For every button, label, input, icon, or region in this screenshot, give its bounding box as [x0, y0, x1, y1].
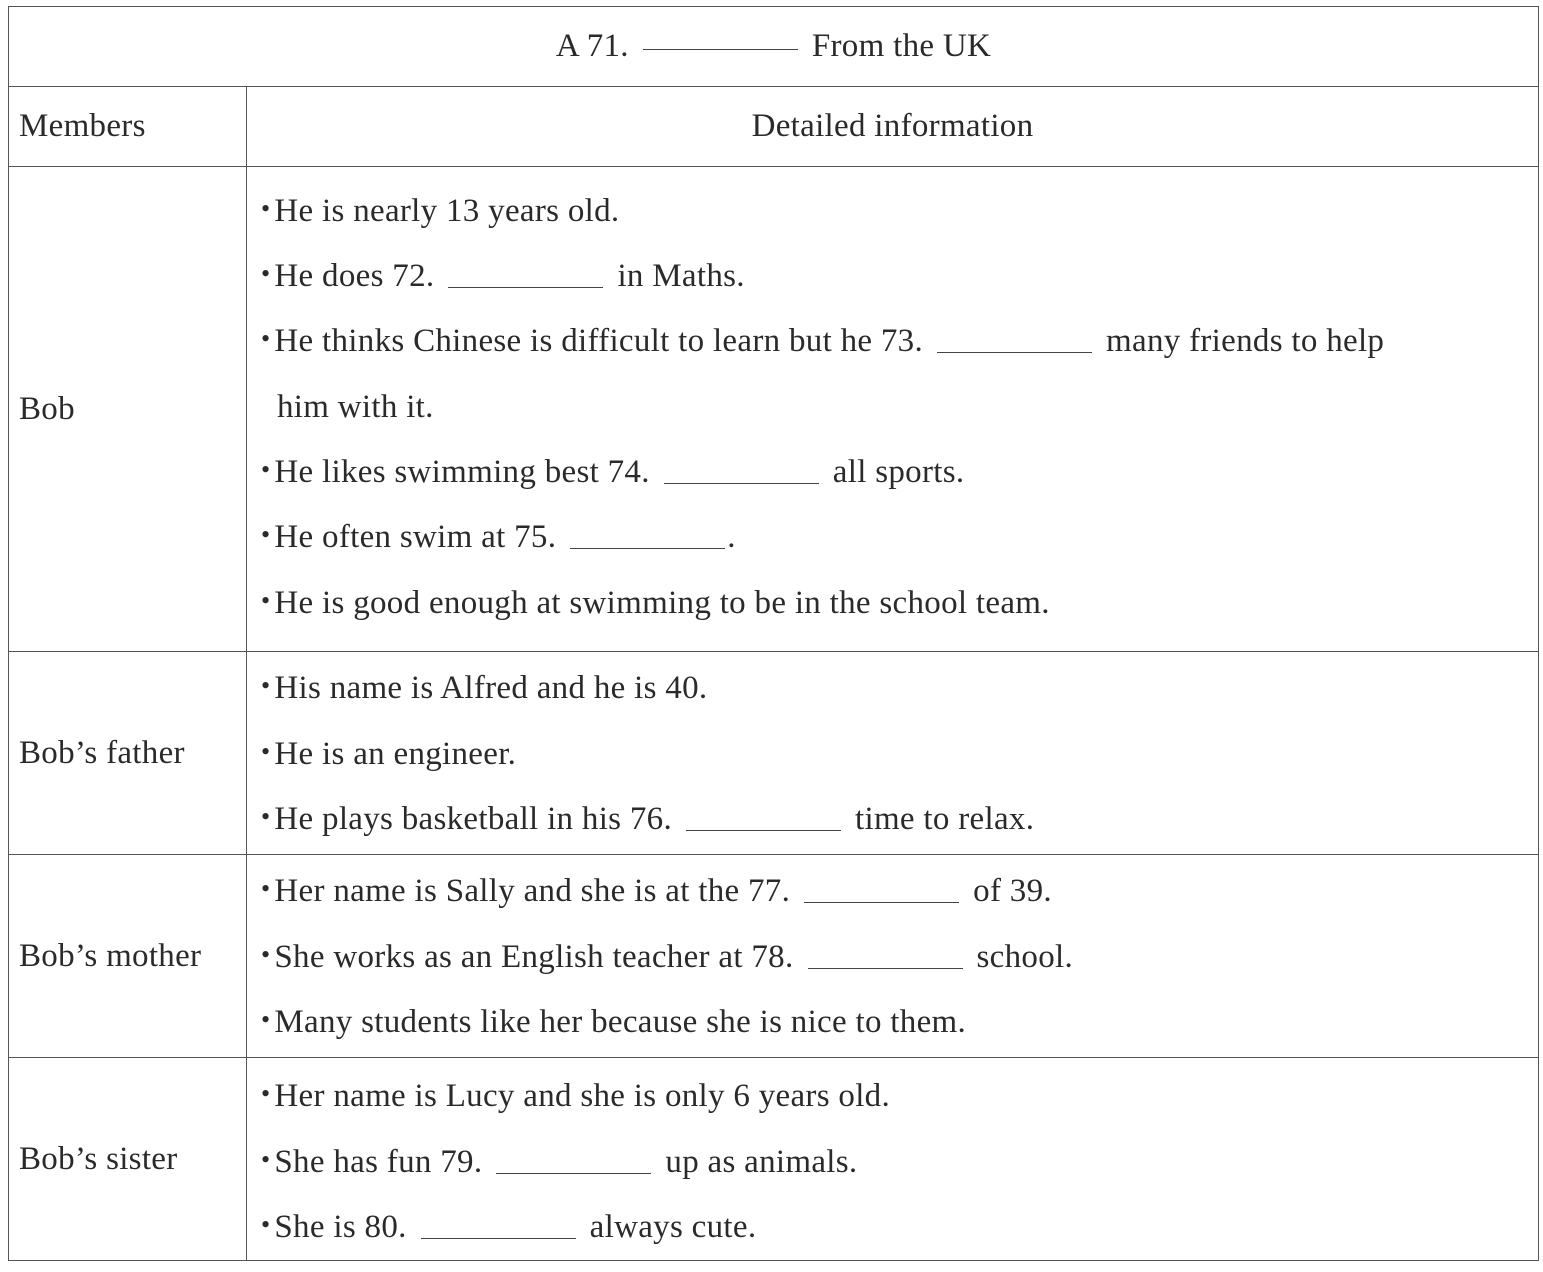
- bullet-icon: •: [261, 259, 271, 288]
- table-row: [9, 652, 1538, 855]
- header-members-label: Members: [19, 108, 146, 144]
- blank-80[interactable]: [421, 1237, 576, 1239]
- info-cell: [247, 652, 1538, 854]
- line-text: Her name is Sally and she is at the 77.: [274, 873, 791, 909]
- line-text: He is good enough at swimming to be in the school team.: [274, 585, 1050, 621]
- header-info: [247, 87, 1538, 166]
- line-text: She works as an English teacher at 78.: [274, 939, 794, 975]
- info-line: [261, 939, 1073, 976]
- line-text: of 39.: [973, 873, 1052, 909]
- line-text: many friends to help: [1106, 323, 1385, 359]
- info-table: [8, 6, 1539, 1261]
- line-text: His name is Alfred and he is 40.: [274, 670, 708, 706]
- bullet-icon: •: [261, 737, 271, 766]
- bullet-icon: •: [261, 671, 271, 700]
- info-cell: [247, 1058, 1538, 1260]
- member-name: Bob: [19, 390, 75, 427]
- blank-77[interactable]: [804, 901, 959, 903]
- line-text: Many students like her because she is nice to them.: [274, 1004, 967, 1040]
- info-line: [261, 801, 1034, 838]
- title-prefix: A 71.: [555, 28, 629, 64]
- line-text: time to relax.: [855, 801, 1035, 837]
- blank-71[interactable]: [643, 48, 798, 50]
- blank-74[interactable]: [664, 482, 819, 484]
- info-line: [261, 519, 736, 556]
- bullet-icon: •: [261, 194, 271, 223]
- bullet-icon: •: [261, 1079, 271, 1108]
- line-text: He is an engineer.: [274, 736, 517, 772]
- line-text: up as animals.: [665, 1144, 858, 1180]
- bullet-icon: •: [261, 455, 271, 484]
- header-members: [9, 87, 247, 166]
- table-row: [9, 167, 1538, 652]
- line-text: Her name is Lucy and she is only 6 years old.: [274, 1078, 891, 1114]
- table-row: [9, 1058, 1538, 1260]
- bullet-icon: •: [261, 802, 271, 831]
- header-info-label: Detailed information: [751, 108, 1034, 144]
- bullet-icon: •: [261, 1210, 271, 1239]
- blank-78[interactable]: [808, 967, 963, 969]
- line-text: He thinks Chinese is difficult to learn but he 73.: [274, 323, 924, 359]
- line-text: all sports.: [832, 454, 965, 490]
- info-line: [261, 873, 1052, 910]
- member-name: Bob’s father: [19, 734, 185, 771]
- info-line: [261, 736, 516, 773]
- member-cell: [9, 652, 247, 854]
- line-text: .: [727, 519, 736, 555]
- line-text: school.: [976, 939, 1074, 975]
- blank-72[interactable]: [448, 286, 603, 288]
- table-row: [9, 855, 1538, 1058]
- info-line: [261, 1209, 756, 1246]
- info-line: [261, 670, 707, 707]
- line-text: He plays basketball in his 76.: [274, 801, 673, 837]
- bullet-icon: •: [261, 586, 271, 615]
- line-text: He often swim at 75.: [274, 519, 557, 555]
- bullet-icon: •: [261, 874, 271, 903]
- info-line: [261, 258, 745, 295]
- line-text: She has fun 79.: [274, 1144, 483, 1180]
- line-text: in Maths.: [617, 258, 745, 294]
- info-line: [261, 585, 1050, 622]
- table-title: [9, 7, 1538, 87]
- line-text: She is 80.: [274, 1209, 407, 1245]
- line-text: him with it.: [277, 389, 434, 425]
- line-text: He likes swimming best 74.: [274, 454, 650, 490]
- member-cell: [9, 1058, 247, 1260]
- header-row: [9, 87, 1538, 167]
- blank-79[interactable]: [496, 1172, 651, 1174]
- member-cell: [9, 167, 247, 651]
- line-text: always cute.: [589, 1209, 757, 1245]
- bullet-icon: •: [261, 1005, 271, 1034]
- title-suffix: From the UK: [811, 28, 992, 64]
- info-line: [261, 323, 1384, 360]
- blank-75[interactable]: [570, 547, 725, 549]
- bullet-icon: •: [261, 940, 271, 969]
- bullet-icon: •: [261, 520, 271, 549]
- line-text: He does 72.: [274, 258, 435, 294]
- line-text: He is nearly 13 years old.: [274, 193, 620, 229]
- info-line: [261, 1004, 966, 1041]
- info-cell: [247, 855, 1538, 1057]
- blank-73[interactable]: [937, 351, 1092, 353]
- member-name: Bob’s mother: [19, 937, 202, 974]
- info-line: [261, 1144, 857, 1181]
- blank-76[interactable]: [686, 829, 841, 831]
- info-line-continued: [277, 389, 434, 426]
- bullet-icon: •: [261, 1145, 271, 1174]
- info-line: [261, 454, 964, 491]
- info-line: [261, 1078, 890, 1115]
- member-cell: [9, 855, 247, 1057]
- bullet-icon: •: [261, 324, 271, 353]
- member-name: Bob’s sister: [19, 1140, 178, 1177]
- info-line: [261, 193, 619, 230]
- info-cell: [247, 167, 1538, 651]
